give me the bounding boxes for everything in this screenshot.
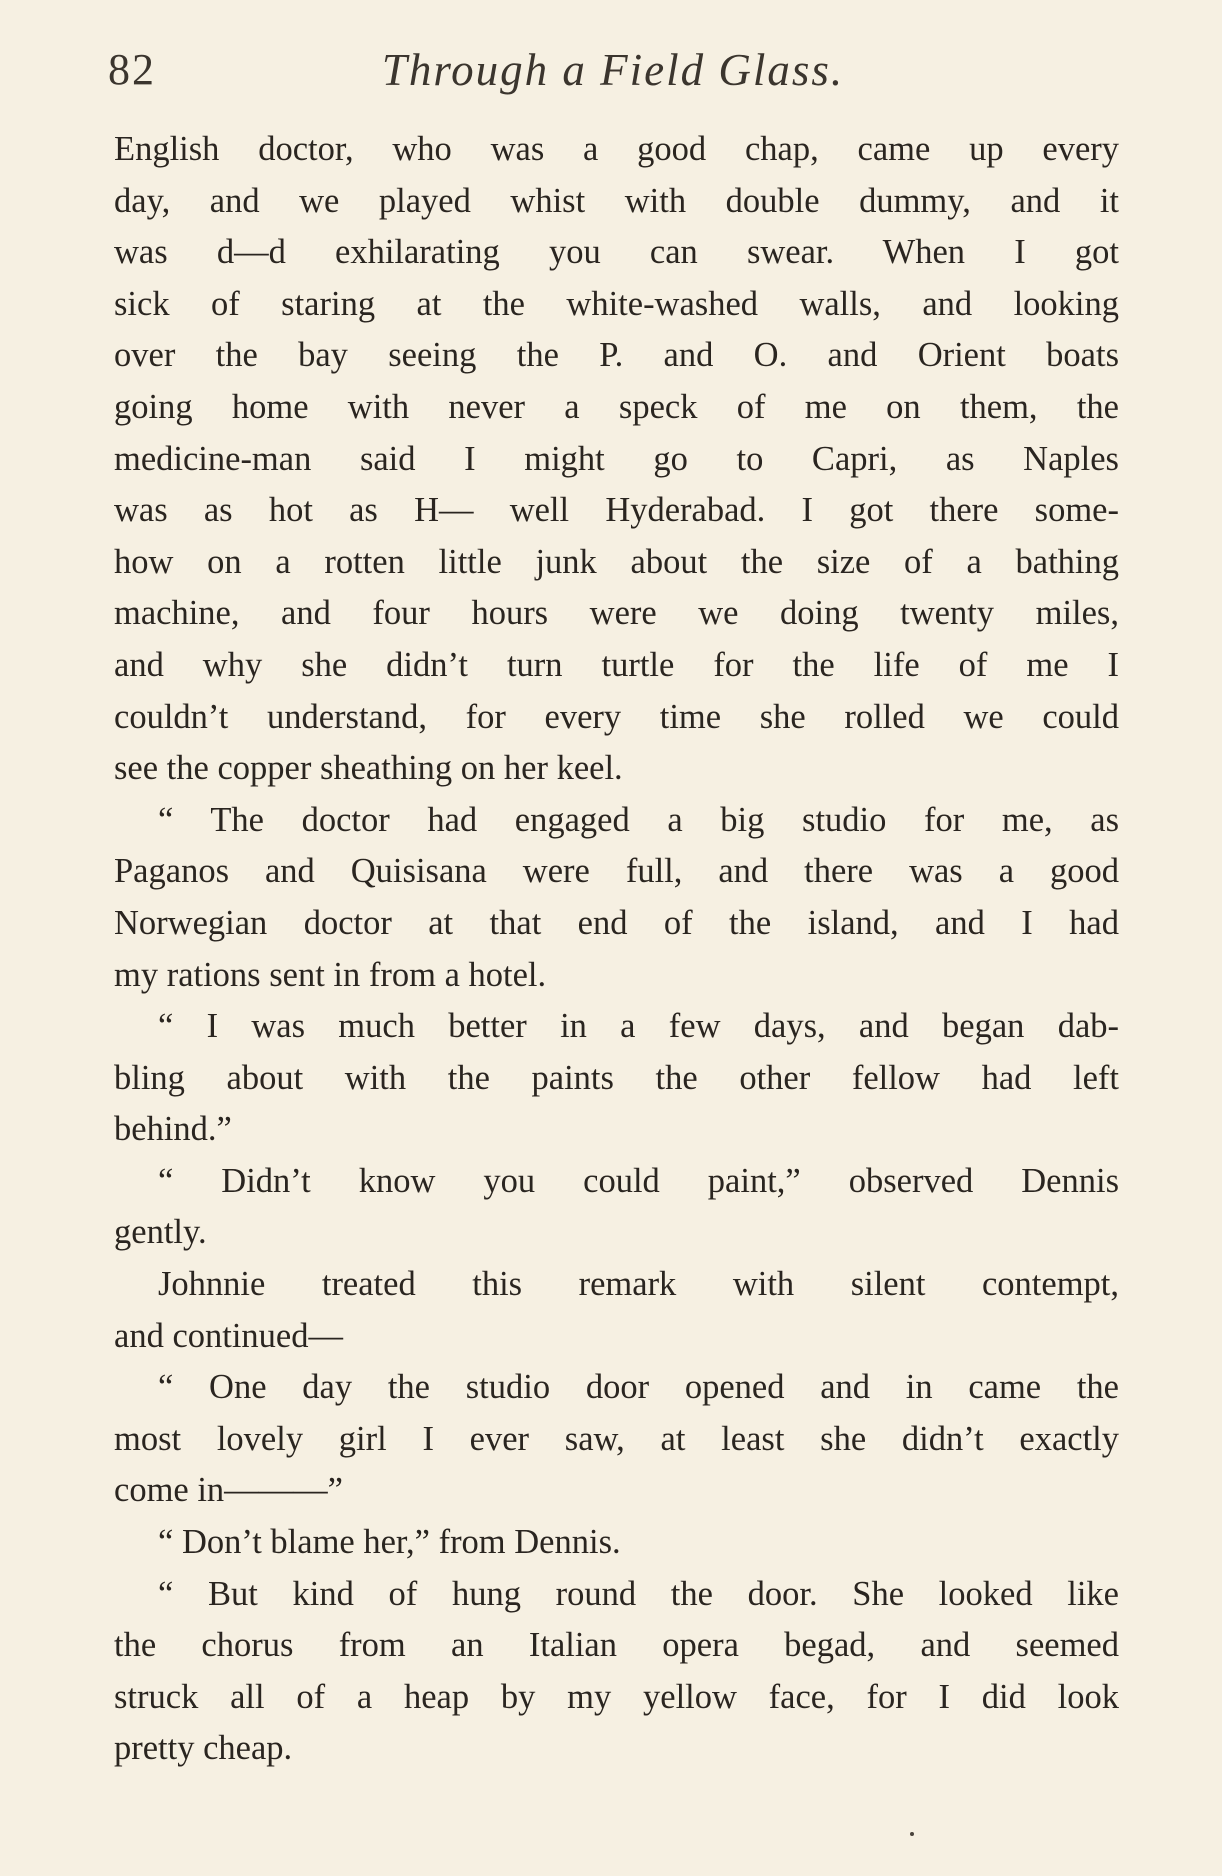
text-line: see the copper sheathing on her keel.: [114, 749, 623, 788]
text-line: “ Don’t blame her,” from Dennis.: [158, 1523, 621, 1562]
text-line: bling about with the paints the other fellow had left: [114, 1058, 1119, 1097]
text-line: over the bay seeing the P. and O. and Orient boats: [114, 336, 1119, 375]
text-line: was d—d exhilarating you can swear. When I got: [114, 233, 1119, 272]
text-line: “ The doctor had engaged a big studio for me, as: [158, 800, 1119, 839]
text-line: “ I was much better in a few days, and began dab-: [158, 1007, 1119, 1046]
page-number: 82: [108, 45, 156, 94]
text-line: English doctor, who was a good chap, came up every: [114, 130, 1119, 168]
text-line: Johnnie treated this remark with silent contempt,: [158, 1265, 1119, 1304]
text-line: “ One day the studio door opened and in came the: [158, 1368, 1119, 1407]
text-line: medicine-man said I might go to Capri, as Naples: [114, 439, 1119, 478]
text-line: day, and we played whist with double dummy, and it: [114, 181, 1119, 220]
text-line: Norwegian doctor at that end of the island, and I had: [114, 903, 1119, 942]
text-line: how on a rotten little junk about the size of a bathing: [114, 542, 1119, 581]
text-line: “ Didn’t know you could paint,” observed Dennis: [158, 1161, 1119, 1200]
text-line: gently.: [114, 1213, 207, 1252]
text-line: going home with never a speck of me on them, the: [114, 387, 1119, 426]
text-line: sick of staring at the white-washed walls, and looking: [114, 284, 1119, 323]
text-line: couldn’t understand, for every time she rolled we could: [114, 697, 1119, 736]
text-line: come in———”: [114, 1471, 343, 1510]
page-header: [108, 44, 1118, 104]
text-line: my rations sent in from a hotel.: [114, 955, 547, 994]
text-line: struck all of a heap by my yellow face, for I did look: [114, 1677, 1119, 1716]
text-line: behind.”: [114, 1110, 232, 1149]
text-line: and continued—: [114, 1316, 343, 1355]
running-title: Through a Field Glass.: [381, 45, 845, 95]
text-line: Paganos and Quisisana were full, and there was a good: [114, 852, 1119, 891]
text-line: was as hot as H— well Hyderabad. I got there some-: [114, 491, 1119, 530]
text-line: machine, and four hours were we doing twenty miles,: [114, 594, 1119, 633]
text-line: most lovely girl I ever saw, at least she didn’t exactly: [114, 1419, 1119, 1458]
text-line: the chorus from an Italian opera begad, and seemed: [114, 1626, 1119, 1665]
text-line: and why she didn’t turn turtle for the life of me I: [114, 645, 1119, 684]
print-speck: [910, 1832, 914, 1836]
text-line: “ But kind of hung round the door. She looked like: [158, 1574, 1119, 1613]
body-text: [114, 124, 1119, 1775]
text-line: pretty cheap.: [114, 1729, 293, 1768]
